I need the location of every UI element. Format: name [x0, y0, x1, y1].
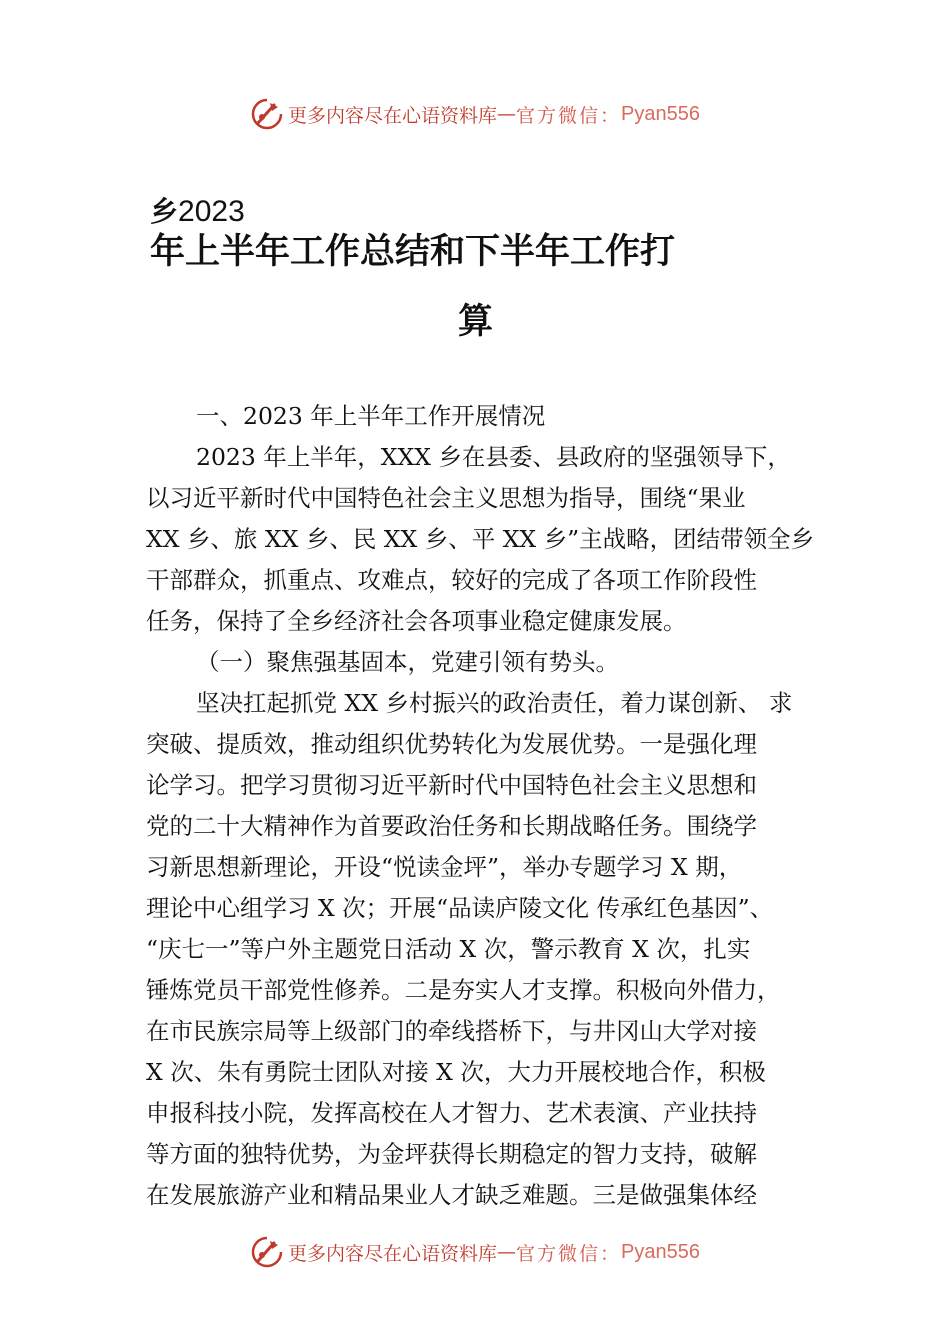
banner-text: 更多内容尽在心语资料库 [288, 1242, 498, 1265]
banner-dash: — [497, 1241, 517, 1263]
title-year-line [150, 192, 245, 232]
section-heading: 一、2023 年上半年工作开展情况 [196, 402, 546, 430]
body-line: 干部群众，抓重点、攻难点，较好的完成了各项工作阶段性 [146, 566, 757, 594]
body-line: 论学习。把学习贯彻习近平新时代中国特色社会主义思想和 [146, 771, 757, 799]
title-prefix: 乡 [150, 195, 179, 228]
quill-swirl-icon [250, 1235, 284, 1269]
body-line: X 次、朱有勇院士团队对接 X 次，大力开展校地合作，积极 [146, 1058, 766, 1086]
banner-wechat-id: Pyan556 [621, 102, 700, 125]
banner-text: 更多内容尽在心语资料库 [288, 104, 498, 127]
page-title: 年上半年工作总结和下半年工作打 [150, 231, 676, 272]
body-line: 坚决扛起抓党 XX 乡村振兴的政治责任，着力谋创新、 求 [196, 689, 793, 717]
header-banner [0, 94, 950, 134]
body-line: XX 乡、旅 XX 乡、民 XX 乡、平 XX 乡”主战略，团结带领全乡 [146, 525, 815, 553]
body-line: 在发展旅游产业和精品果业人才缺乏难题。三是做强集体经 [146, 1181, 757, 1209]
body-line: 习新思想新理论，开设“悦读金坪”，举办专题学习 X 期， [146, 853, 743, 881]
subsection-heading: （一）聚焦强基固本，党建引领有势头。 [196, 648, 619, 676]
body-line: 任务，保持了全乡经济社会各项事业稳定健康发展。 [146, 607, 687, 635]
body-line: 申报科技小院，发挥高校在人才智力、艺术表演、产业扶持 [146, 1099, 757, 1127]
body-line: 等方面的独特优势，为金坪获得长期稳定的智力支持，破解 [146, 1140, 757, 1168]
body-line: “庆七一”等户外主题党日活动 X 次，警示教育 X 次，扎实 [146, 935, 751, 963]
document-body [146, 396, 822, 1216]
body-line: 锤炼党员干部党性修养。二是夯实人才支撑。积极向外借力， [146, 976, 781, 1004]
title-year: 2023 [178, 195, 245, 228]
banner-dash: — [497, 103, 517, 125]
footer-banner [0, 1232, 950, 1272]
body-line: 以习近平新时代中国特色社会主义思想为指导，围绕“果业 [146, 484, 746, 512]
banner-wechat-id: Pyan556 [621, 1240, 700, 1263]
body-line: 理论中心组学习 X 次；开展“品读庐陵文化 传承红色基因”、 [146, 894, 774, 922]
body-line: 在市民族宗局等上级部门的牵线搭桥下，与井冈山大学对接 [146, 1017, 757, 1045]
body-line: 党的二十大精神作为首要政治任务和长期战略任务。围绕学 [146, 812, 757, 840]
body-line: 突破、提质效，推动组织优势转化为发展优势。一是强化理 [146, 730, 757, 758]
banner-wechat-label: 官方微信： [516, 1242, 622, 1265]
page-title-tail: 算 [458, 301, 494, 342]
body-line: 2023 年上半年，XXX 乡在县委、县政府的坚强领导下， [196, 443, 791, 471]
quill-swirl-icon [250, 97, 284, 131]
banner-wechat-label: 官方微信： [516, 104, 622, 127]
